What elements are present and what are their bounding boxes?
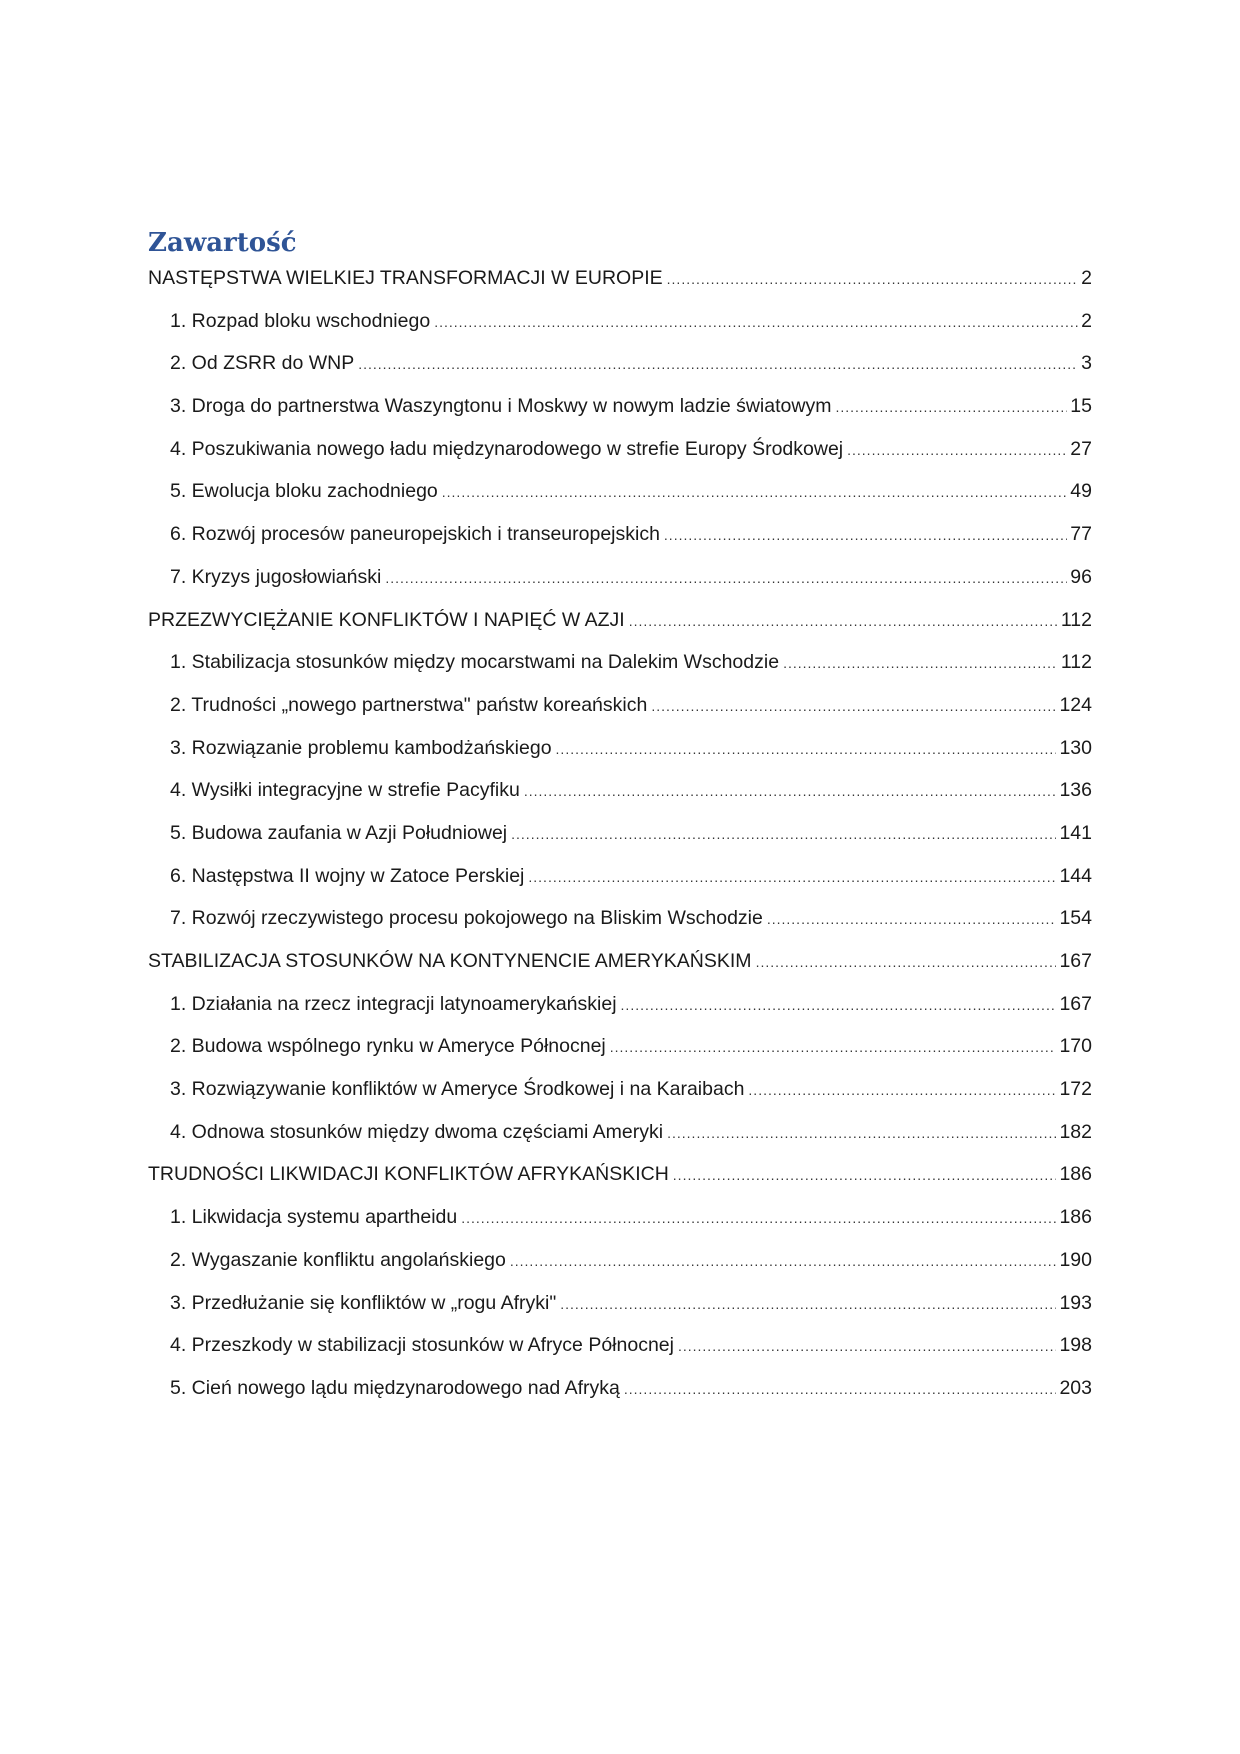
toc-entry-label: 1. Stabilizacja stosunków między mocarstwami na Dalekim Wschodzie [170, 651, 780, 674]
toc-dot-leader [610, 1031, 1057, 1063]
toc-page-number: 49 [1070, 480, 1092, 503]
toc-section-entry[interactable] [148, 561, 1092, 604]
toc-section-entry[interactable] [148, 732, 1092, 775]
toc-entry-label: 1. Rozpad bloku wschodniego [170, 309, 431, 332]
toc-dot-leader [667, 263, 1078, 295]
toc-dot-leader [442, 476, 1068, 508]
toc-page-number: 167 [1059, 950, 1092, 972]
toc-page-number: 96 [1070, 565, 1092, 588]
toc-dot-leader [556, 733, 1057, 765]
toc-dot-leader [835, 391, 1067, 423]
toc-page-number: 15 [1070, 395, 1092, 418]
toc-section-entry[interactable] [148, 860, 1092, 903]
toc-section-entry[interactable] [148, 1201, 1092, 1244]
toc-entry-label: 2. Budowa wspólnego rynku w Ameryce Północnej [170, 1035, 606, 1058]
toc-page-number: 77 [1070, 523, 1092, 546]
toc-dot-leader [528, 861, 1056, 893]
toc-entry-label: 7. Kryzys jugosłowiański [170, 565, 382, 588]
toc-section-entry[interactable] [148, 817, 1092, 860]
toc-section-entry[interactable] [148, 902, 1092, 945]
toc-page-number: 186 [1059, 1163, 1092, 1186]
toc-entry-label: 7. Rozwój rzeczywistego procesu pokojowego na Bliskim Wschodzie [170, 907, 763, 930]
toc-section-entry[interactable] [148, 646, 1092, 689]
toc-page-number: 182 [1059, 1120, 1092, 1143]
toc-page-number: 136 [1059, 779, 1092, 802]
toc-entry-label: 5. Ewolucja bloku zachodniego [170, 480, 438, 503]
toc-chapter-entry[interactable] [148, 604, 1092, 647]
toc-dot-leader [847, 434, 1067, 466]
toc-page-number: 2 [1081, 309, 1092, 332]
toc-dot-leader [511, 818, 1056, 850]
toc-entry-label: 3. Rozwiązanie problemu kambodżańskiego [170, 736, 552, 759]
toc-entry-label: 3. Rozwiązywanie konfliktów w Ameryce Środkowej i na Karaibach [170, 1078, 745, 1101]
toc-chapter-entry[interactable] [148, 945, 1092, 988]
toc-entry-label: 6. Następstwa II wojny w Zatoce Perskiej [170, 864, 525, 887]
toc-chapter-entry[interactable] [148, 262, 1092, 305]
toc-section-entry[interactable] [148, 689, 1092, 732]
toc-dot-leader [434, 306, 1078, 338]
toc-page-number: 112 [1060, 608, 1092, 631]
toc-page-number: 203 [1059, 1376, 1092, 1399]
toc-section-entry[interactable] [148, 1372, 1092, 1415]
toc-page-number: 130 [1059, 736, 1092, 759]
toc-page-number: 172 [1059, 1078, 1092, 1101]
toc-entry-label: PRZEZWYCIĘŻANIE KONFLIKTÓW I NAPIĘĆ W AZJI [148, 608, 625, 631]
toc-entry-label: 1. Likwidacja systemu apartheidu [170, 1206, 458, 1229]
toc-section-entry[interactable] [148, 347, 1092, 390]
toc-section-entry[interactable] [148, 518, 1092, 561]
toc-page-number: 124 [1059, 693, 1092, 716]
toc-entry-label: TRUDNOŚCI LIKWIDACJI KONFLIKTÓW AFRYKAŃSKICH [148, 1163, 669, 1186]
toc-dot-leader [358, 348, 1078, 380]
toc-page-number: 170 [1059, 1035, 1092, 1058]
toc-dot-leader [783, 647, 1058, 679]
toc-dot-leader [560, 1288, 1056, 1320]
toc-page-number: 2 [1081, 267, 1092, 289]
toc-section-entry[interactable] [148, 475, 1092, 518]
toc-dot-leader [621, 989, 1057, 1021]
toc-dot-leader [667, 1117, 1056, 1149]
toc-section-entry[interactable] [148, 305, 1092, 348]
toc-title: Zawartość [148, 228, 297, 258]
toc-dot-leader [748, 1074, 1056, 1106]
toc-entry-label: 4. Odnowa stosunków między dwoma częściami Ameryki [170, 1120, 664, 1143]
toc-section-entry[interactable] [148, 988, 1092, 1031]
toc-page-number: 190 [1059, 1248, 1092, 1271]
toc-entry-label: 1. Działania na rzecz integracji latynoamerykańskiej [170, 992, 617, 1015]
toc-entry-label: 4. Poszukiwania nowego ładu międzynarodowego w strefie Europy Środkowej [170, 437, 844, 460]
toc-section-entry[interactable] [148, 1073, 1092, 1116]
toc-section-entry[interactable] [148, 1244, 1092, 1287]
toc-dot-leader [524, 775, 1057, 807]
toc-entry-label: 2. Od ZSRR do WNP [170, 352, 355, 375]
toc-dot-leader [624, 1373, 1057, 1405]
toc-dot-leader [510, 1245, 1057, 1277]
toc-page-number: 193 [1059, 1291, 1092, 1314]
toc-section-entry[interactable] [148, 1329, 1092, 1372]
toc-entry-label: NASTĘPSTWA WIELKIEJ TRANSFORMACJI W EUROPIE [148, 267, 663, 289]
toc-section-entry[interactable] [148, 390, 1092, 433]
toc-page-number: 112 [1060, 651, 1092, 674]
toc-entry-label: 5. Budowa zaufania w Azji Południowej [170, 821, 508, 844]
toc-page-number: 198 [1059, 1334, 1092, 1357]
toc-dot-leader [678, 1330, 1056, 1362]
toc-page-number: 144 [1059, 864, 1092, 887]
toc-dot-leader [673, 1159, 1057, 1191]
toc-section-entry[interactable] [148, 774, 1092, 817]
toc-list [148, 262, 1092, 1415]
toc-entry-label: 3. Przedłużanie się konfliktów w „rogu Afryki" [170, 1291, 557, 1314]
toc-section-entry[interactable] [148, 433, 1092, 476]
toc-entry-label: 4. Wysiłki integracyjne w strefie Pacyfiku [170, 779, 520, 802]
toc-entry-label: STABILIZACJA STOSUNKÓW NA KONTYNENCIE AMERYKAŃSKIM [148, 950, 752, 972]
toc-entry-label: 5. Cień nowego lądu międzynarodowego nad Afryką [170, 1376, 620, 1399]
toc-dot-leader [461, 1202, 1056, 1234]
toc-page-number: 3 [1081, 352, 1092, 375]
toc-entry-label: 6. Rozwój procesów paneuropejskich i transeuropejskich [170, 523, 660, 546]
toc-entry-label: 3. Droga do partnerstwa Waszyngtonu i Moskwy w nowym ladzie światowym [170, 395, 832, 418]
toc-dot-leader [651, 690, 1056, 722]
toc-page-number: 154 [1059, 907, 1092, 930]
toc-chapter-entry[interactable] [148, 1158, 1092, 1201]
toc-entry-label: 4. Przeszkody w stabilizacji stosunków w Afryce Północnej [170, 1334, 674, 1357]
toc-dot-leader [767, 903, 1057, 935]
toc-page-number: 167 [1059, 992, 1092, 1015]
toc-section-entry[interactable] [148, 1287, 1092, 1330]
toc-section-entry[interactable] [148, 1116, 1092, 1159]
toc-dot-leader [664, 519, 1067, 551]
toc-entry-label: 2. Trudności „nowego partnerstwa" państw koreańskich [170, 693, 648, 716]
toc-dot-leader [629, 605, 1058, 637]
toc-entry-label: 2. Wygaszanie konfliktu angolańskiego [170, 1248, 506, 1271]
toc-page-number: 141 [1059, 821, 1092, 844]
toc-section-entry[interactable] [148, 1030, 1092, 1073]
toc-dot-leader [385, 562, 1067, 594]
toc-page-number: 186 [1059, 1206, 1092, 1229]
toc-dot-leader [756, 946, 1057, 978]
toc-page-number: 27 [1070, 437, 1092, 460]
